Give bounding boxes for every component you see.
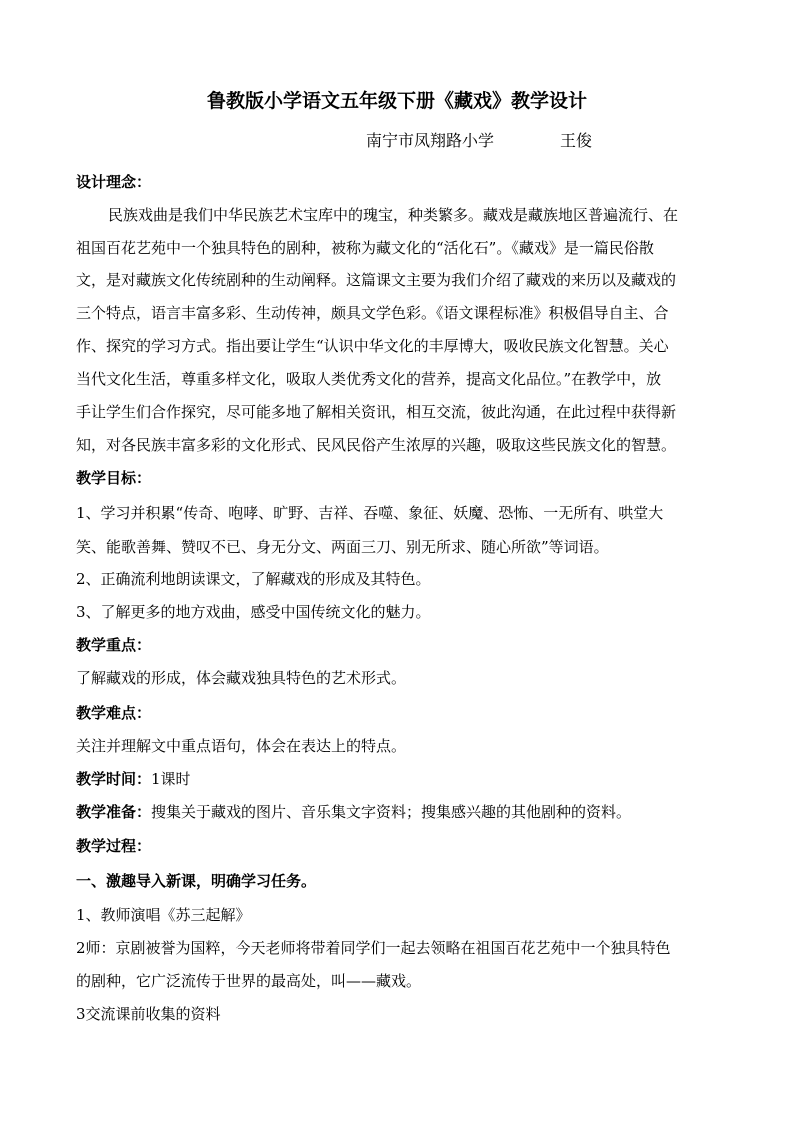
- document-title: 鲁教版小学语文五年级下册《藏戏》教学设计: [206, 90, 587, 112]
- time-text: 1课时: [151, 770, 191, 788]
- process-heading: 教学过程：: [76, 837, 152, 855]
- difficulty-heading: 教学难点：: [76, 704, 152, 722]
- concept-line: 民族戏曲是我们中华民族艺术宝库中的瑰宝，种类繁多。藏戏是藏族地区普遍流行、在: [108, 206, 679, 224]
- difficulty-text: 关注并理解文中重点语句，体会在表达上的特点。: [76, 737, 407, 755]
- goal-line: 2、正确流利地朗读课文，了解藏戏的形成及其特色。: [76, 570, 431, 588]
- goals-heading: 教学目标：: [76, 469, 152, 487]
- process-line: 的剧种，它广泛流传于世界的最高处，叫——藏戏。: [76, 972, 422, 990]
- prep-line: [76, 802, 726, 822]
- key-point-heading: 教学重点：: [76, 636, 152, 654]
- process-line: 2师：京剧被誉为国粹，今天老师将带着同学们一起去领略在祖国百花艺苑中一个独具特色: [76, 939, 671, 957]
- concept-line: 文，是对藏族文化传统剧种的生动阐释。这篇课文主要为我们介绍了藏戏的来历以及藏戏的: [76, 271, 677, 289]
- concept-line: 作、探究的学习方式。指出要让学生“认识中华文化的丰厚博大，吸收民族文化智慧。关心: [76, 337, 669, 355]
- key-point-text: 了解藏戏的形成，体会藏戏独具特色的艺术形式。: [76, 669, 407, 687]
- concept-line: 当代文化生活，尊重多样文化，吸取人类优秀文化的营养，提高文化品位。”在教学中，放: [76, 370, 662, 388]
- process-line: 1、教师演唱《苏三起解》: [76, 906, 251, 924]
- goal-line: 笑、能歌善舞、赞叹不已、身无分文、两面三刀、别无所求、随心所欲”等词语。: [76, 538, 609, 556]
- concept-line: 知，对各民族丰富多彩的文化形式、民风民俗产生浓厚的兴趣，吸取这些民族文化的智慧。: [76, 436, 677, 454]
- goal-line: 3、了解更多的地方戏曲，感受中国传统文化的魅力。: [76, 603, 431, 621]
- prep-heading: 教学准备：: [76, 803, 152, 821]
- concept-line: 祖国百花艺苑中一个独具特色的剧种，被称为藏文化的“活化石”。《藏戏》是一篇民俗散: [76, 239, 654, 257]
- concept-line: 手让学生们合作探究，尽可能多地了解相关资讯，相互交流，彼此沟通，在此过程中获得新: [76, 403, 677, 421]
- concept-heading: 设计理念：: [76, 173, 152, 191]
- concept-line: 三个特点，语言丰富多彩、生动传神，颇具文学色彩。《语文课程标准》积极倡导自主、合: [76, 304, 669, 322]
- goal-line: 1、学习并积累“传奇、咆哮、旷野、吉祥、吞噬、象征、妖魔、恐怖、一无所有、哄堂大: [76, 504, 664, 522]
- author-name: 王俊: [560, 131, 593, 150]
- process-line: 3交流课前收集的资料: [76, 1005, 221, 1023]
- time-line: [76, 769, 726, 789]
- process-section-title: 一、激趣导入新课，明确学习任务。: [76, 872, 317, 890]
- author-line: [366, 128, 592, 151]
- prep-text: 搜集关于藏戏的图片、音乐集文字资料；搜集感兴趣的其他剧种的资料。: [151, 803, 632, 821]
- time-heading: 教学时间：: [76, 770, 152, 788]
- author-school: 南宁市凤翔路小学: [366, 131, 495, 150]
